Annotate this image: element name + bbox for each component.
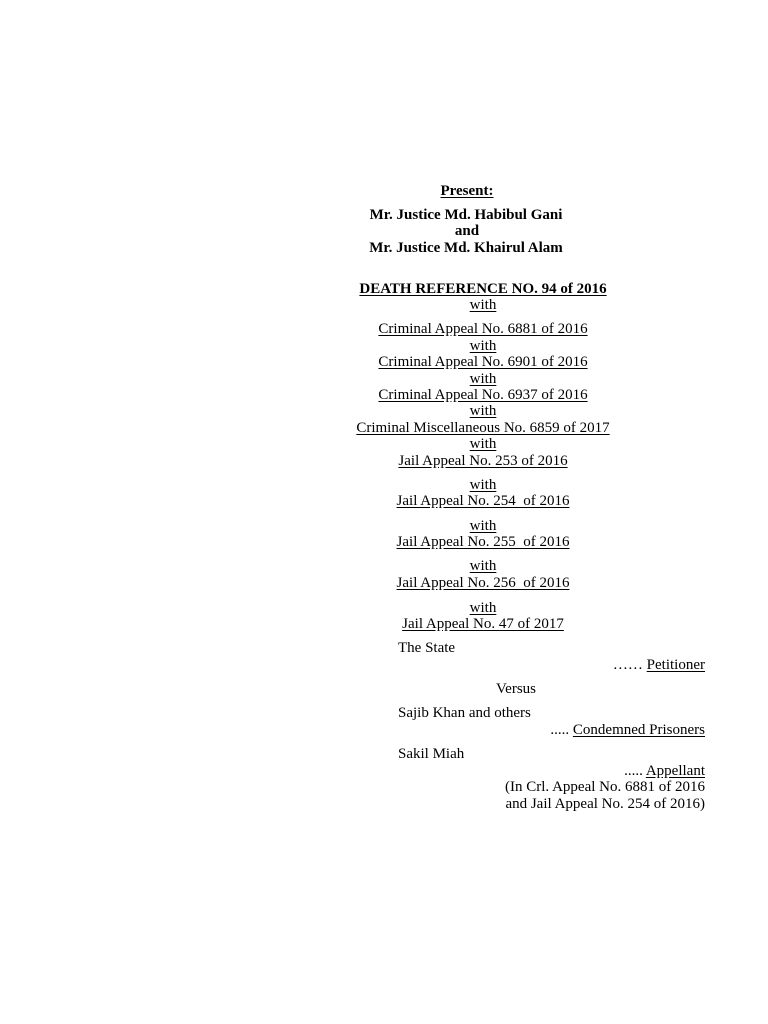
criminal-appeal-6901: Criminal Appeal No. 6901 of 2016	[378, 354, 588, 370]
judge-khairul-alam: Mr. Justice Md. Khairul Alam	[369, 240, 563, 256]
criminal-appeal-6881: Criminal Appeal No. 6881 of 2016	[378, 321, 588, 337]
with-connector: with	[469, 436, 497, 452]
jail-appeal-256: Jail Appeal No. 256 of 2016	[396, 575, 570, 591]
jail-appeal-255: Jail Appeal No. 255 of 2016	[396, 534, 570, 550]
death-reference-title: DEATH REFERENCE NO. 94 of 2016	[359, 281, 607, 297]
party-sakil-miah: Sakil Miah	[398, 746, 465, 762]
present-label: Present:	[440, 183, 494, 199]
leader-dots: .....	[624, 763, 646, 779]
party-sajib-khan: Sajib Khan and others	[398, 705, 531, 721]
party-the-state: The State	[398, 640, 456, 656]
with-connector: with	[469, 600, 497, 616]
with-connector: with	[469, 371, 497, 387]
leader-dots: ……	[612, 657, 647, 673]
jail-appeal-253: Jail Appeal No. 253 of 2016	[398, 453, 568, 469]
petitioner-label: Petitioner	[646, 657, 705, 673]
appellant-label: Appellant	[645, 763, 705, 779]
jail-appeal-47: Jail Appeal No. 47 of 2017	[402, 616, 564, 632]
with-connector: with	[469, 558, 497, 574]
versus-text: Versus	[496, 681, 536, 697]
with-connector: with	[469, 297, 497, 313]
with-connector: with	[469, 338, 497, 354]
jail-appeal-254: Jail Appeal No. 254 of 2016	[396, 493, 570, 509]
leader-dots: .....	[550, 722, 573, 738]
petitioner-role	[613, 657, 705, 674]
judge-habibul-gani: Mr. Justice Md. Habibul Gani	[369, 207, 563, 223]
appellant-note-line-1: (In Crl. Appeal No. 6881 of 2016	[505, 779, 705, 795]
with-connector: with	[469, 403, 497, 419]
with-connector: with	[469, 477, 497, 493]
criminal-miscellaneous-6859: Criminal Miscellaneous No. 6859 of 2017	[356, 420, 610, 436]
condemned-prisoners-label: Condemned Prisoners	[572, 722, 705, 738]
criminal-appeal-6937: Criminal Appeal No. 6937 of 2016	[378, 387, 588, 403]
appellant-note-line-2: and Jail Appeal No. 254 of 2016)	[505, 796, 705, 812]
condemned-role	[550, 722, 705, 739]
with-connector: with	[469, 518, 497, 534]
and-text: and	[454, 223, 480, 239]
appellant-role	[624, 763, 705, 780]
